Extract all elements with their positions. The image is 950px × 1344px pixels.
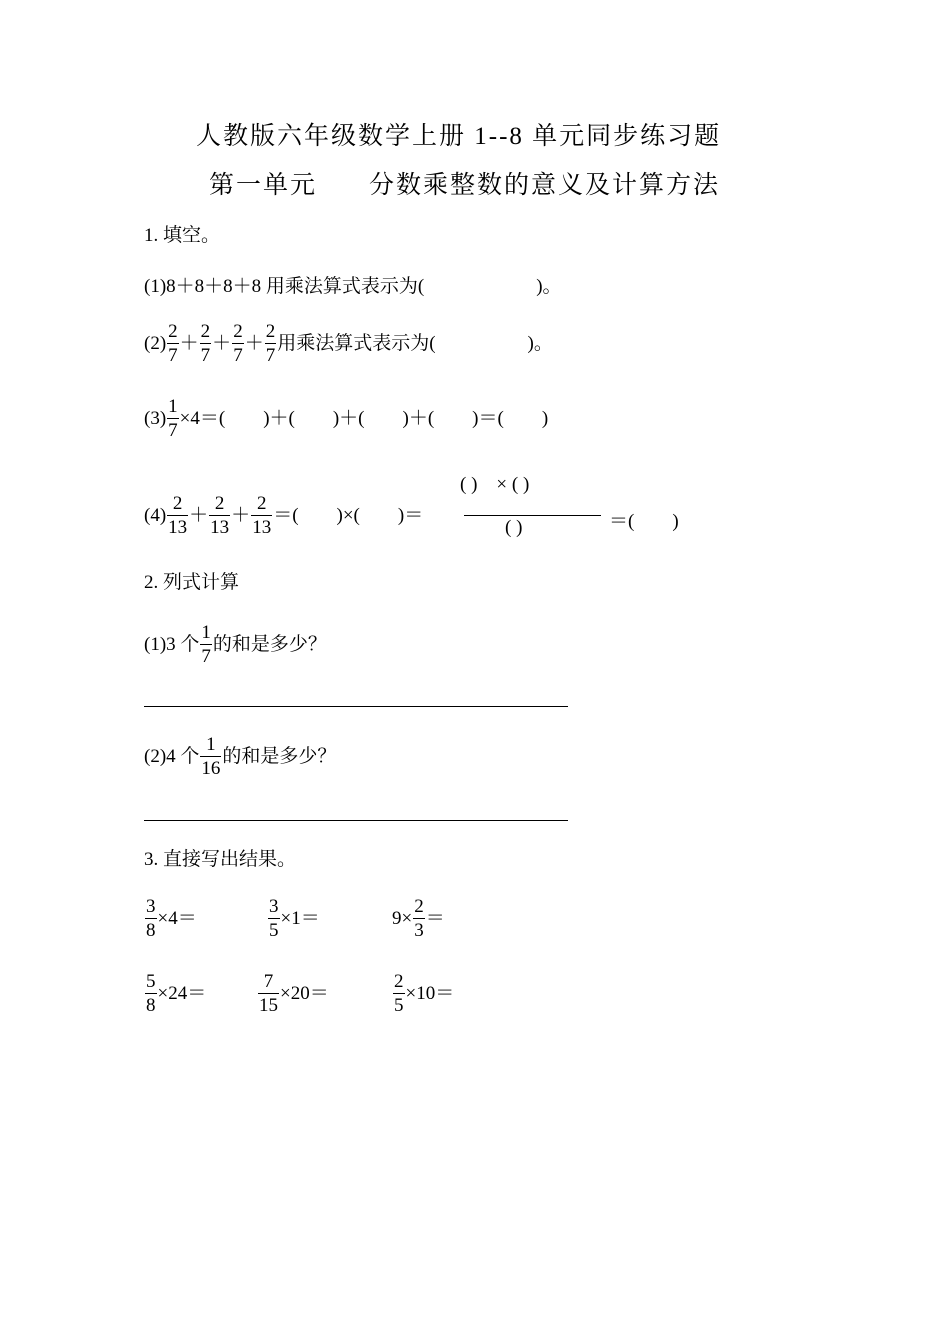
fraction: $\frac{5}{8}$	[146, 971, 156, 1016]
q1-part2-text: 用乘法算式表示为(	[277, 332, 436, 354]
q1-part2-label: (2)	[144, 332, 167, 354]
fraction: $\frac{2}{3}$	[414, 896, 424, 941]
q2-part2-label: (2)4 个	[144, 745, 200, 767]
fraction: $\frac{1}{7}$	[168, 396, 178, 441]
fraction: $\frac{2}{13}$	[210, 493, 230, 538]
calc-item: 9× $\frac{2}{3}$ ＝	[392, 896, 445, 941]
q1-part4-label: (4)	[144, 504, 167, 526]
q2-part2	[144, 735, 336, 778]
answer-line	[144, 706, 568, 707]
q1-part4-numerator: ( ) × ( )	[460, 474, 530, 495]
q3-heading: 3. 直接写出结果。	[144, 849, 297, 870]
q1-part3-expression: ×4＝( )＋( )＋( )＋( )＝( )	[179, 407, 549, 429]
q1-part1	[144, 276, 562, 298]
unit-topic: 分数乘整数的意义及计算方法	[369, 172, 721, 199]
q1-part4-denominator: ( )	[505, 517, 523, 538]
q1-part4-middle: ＝( )×( )＝	[273, 504, 424, 526]
fraction: $\frac{2}{13}$	[252, 493, 272, 538]
calc-item: $\frac{3}{5}$ ×1＝	[269, 896, 320, 941]
fraction: $\frac{2}{7}$	[233, 321, 243, 366]
unit-label: 第一单元	[209, 172, 318, 199]
q2-part2-text: 的和是多少？	[222, 745, 337, 767]
fraction: $\frac{3}{8}$	[146, 896, 156, 941]
answer-line	[144, 820, 568, 821]
q1-part4	[144, 494, 423, 537]
document-title: 人教版六年级数学上册 1--8 单元同步练习题	[196, 123, 722, 150]
fraction: $\frac{2}{7}$	[168, 321, 178, 366]
plus-sign: ＋	[231, 504, 251, 526]
calc-item: $\frac{3}{8}$ ×4＝	[146, 896, 197, 941]
q1-part3	[144, 397, 548, 440]
q2-heading: 2. 列式计算	[144, 572, 240, 593]
q1-part4-end: ＝( )	[609, 511, 679, 532]
fraction: $\frac{2}{5}$	[394, 971, 404, 1016]
q2-part1-label: (1)3 个	[144, 633, 200, 655]
calc-item: $\frac{5}{8}$ ×24＝	[146, 971, 207, 1016]
fraction: $\frac{1}{7}$	[201, 622, 211, 667]
q2-part1	[144, 623, 327, 666]
q1-heading: 1. 填空。	[144, 225, 221, 246]
plus-sign: ＋	[212, 332, 232, 354]
plus-sign: ＋	[179, 332, 199, 354]
fraction: $\frac{2}{7}$	[200, 321, 211, 366]
q1-part1-close: )。	[536, 276, 562, 297]
calc-item: $\frac{7}{15}$ ×20＝	[259, 971, 329, 1016]
calc-item: $\frac{2}{5}$ ×10＝	[394, 971, 455, 1016]
plus-sign: ＋	[189, 504, 209, 526]
fraction: $\frac{2}{13}$	[168, 493, 188, 538]
q2-part1-text: 的和是多少？	[212, 633, 327, 655]
q1-part2-close: )。	[527, 332, 553, 354]
fraction: $\frac{2}{7}$	[265, 321, 276, 366]
fraction: $\frac{3}{5}$	[269, 896, 279, 941]
q1-part1-text: (1)8＋8＋8＋8 用乘法算式表示为(	[144, 276, 425, 297]
q1-part2	[144, 322, 553, 365]
q1-part3-label: (3)	[144, 407, 167, 429]
fraction-bar	[464, 515, 601, 516]
plus-sign: ＋	[244, 332, 264, 354]
fraction: $\frac{1}{16}$	[201, 734, 221, 779]
fraction: $\frac{7}{15}$	[259, 971, 278, 1016]
